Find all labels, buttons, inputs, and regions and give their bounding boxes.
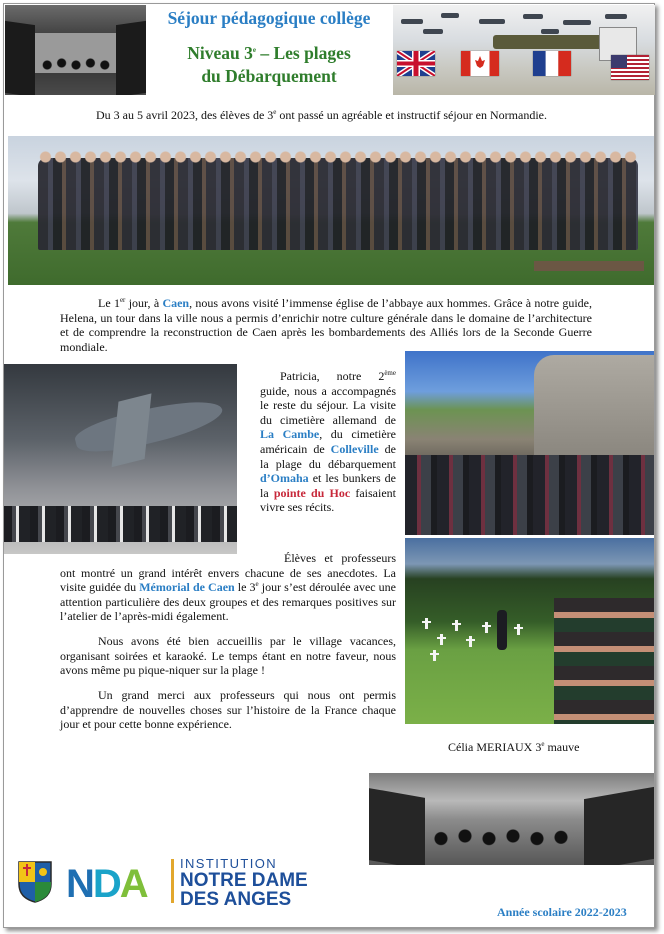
bunker-visit-photo [405, 351, 654, 535]
memorial-highlight: Mémorial de Caen [139, 580, 235, 595]
logo-divider [171, 859, 174, 903]
paragraph-memorial: Élèves et professeurs ont montré un grand intérêt envers chacune de ses anecdotes. La visite guidée du Mémorial de Caen le 3e jour s’est déroulée avec une attention particulière des deux groupes et des remarques positives sur l’atelier de l’après-midi également. [60, 551, 396, 624]
paragraph-thanks: Un grand merci aux professeurs qui nous ont permis d’apprendre de nouvelles choses sur l’histoire de la France chaque jour et pour cette bonne expérience. [60, 688, 396, 732]
paragraph-guide-visits: Patricia, notre 2ème guide, nous a accompagnés le reste du séjour. La visite du cimetière allemand de La Cambe, du cimetière américain de Colleville de la plage du débarquement d’Omaha et les bunkers de la pointe du Hoc faisaient vivre ses récits. [260, 369, 396, 515]
group-photo-beach [8, 136, 654, 285]
omaha-highlight: d’Omaha [260, 471, 309, 486]
landing-craft-photo-footer [369, 773, 654, 865]
page-subtitle: Niveau 3e – Les plages du Débarquement [187, 43, 351, 86]
american-cemetery-photo [405, 538, 654, 724]
page-title: Séjour pédagogique collège [167, 8, 371, 28]
intro-text: Du 3 au 5 avril 2023, des élèves de 3e ont passé un agréable et instructif séjour en Normandie. [96, 108, 547, 122]
school-crest-logo [17, 860, 53, 904]
canada-flag-icon [461, 51, 499, 76]
la-cambe-highlight: La Cambe [260, 427, 320, 442]
landing-craft-photo-header [5, 5, 146, 95]
museum-aircraft-photo [4, 364, 237, 554]
fleet-and-flags-illustration [393, 5, 655, 95]
paragraph-caen: Le 1er jour, à Caen, nous avons visité l’immense église de l’abbaye aux hommes. Grâce à notre guide, Helena, un tour dans la ville nous a permis d’enrichir notre culture générale dans le domaine de l’architecture et de comprendre la reconstruction de Caen après les bombardements des Alliés lors de la Seconde Guerre mondiale. [60, 296, 593, 354]
uk-flag-icon [397, 51, 435, 76]
colleville-highlight: Colleville [330, 441, 379, 456]
caen-highlight: Caen [162, 296, 190, 310]
signature: Célia MERIAUX 3e mauve [448, 740, 580, 754]
institution-name: INSTITUTION NOTRE DAME DES ANGES [180, 856, 308, 910]
paragraph-village: Nous avons été bien accueillis par le village vacances, organisant soirées et karaoké. Le temps étant en notre faveur, nous avons même pu pique-niquer sur la plage ! [60, 634, 396, 678]
france-flag-icon [533, 51, 571, 76]
usa-flag-icon [611, 55, 649, 80]
nda-logo: NDA [66, 862, 147, 906]
school-year: Année scolaire 2022-2023 [497, 905, 627, 919]
pointe-du-hoc-highlight: pointe du Hoc [273, 485, 351, 500]
